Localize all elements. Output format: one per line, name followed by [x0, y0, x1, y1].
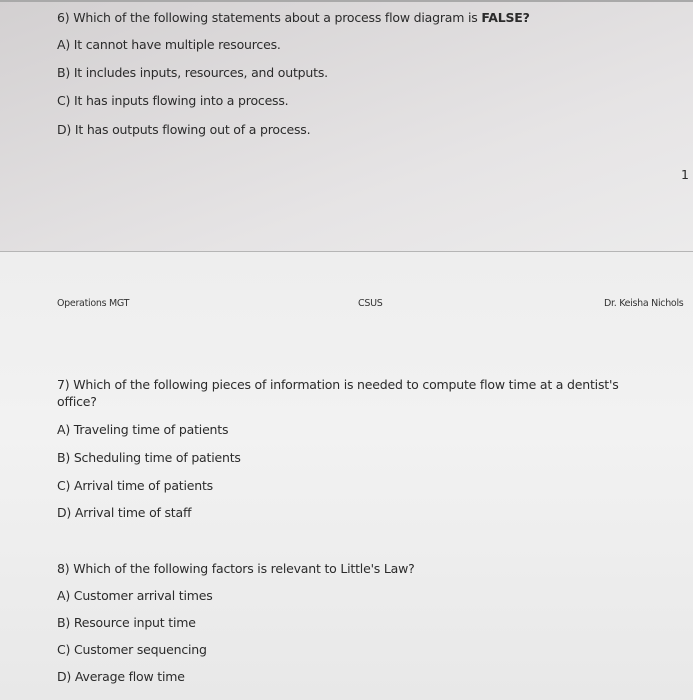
question-6-option-d: D) It has outputs flowing out of a process. [57, 122, 311, 137]
header-school: CSUS [358, 298, 383, 309]
question-7-option-c: C) Arrival time of patients [57, 478, 213, 493]
question-6-text [57, 10, 530, 25]
header-course: Operations MGT [57, 298, 130, 309]
page-2 [0, 252, 693, 700]
page-top-edge [0, 0, 693, 2]
question-8-option-d: D) Average flow time [57, 669, 185, 684]
header-instructor: Dr. Keisha Nichols [604, 298, 684, 309]
page-number: 1 [681, 167, 689, 182]
question-8-option-b: B) Resource input time [57, 615, 196, 630]
question-8-option-c: C) Customer sequencing [57, 642, 207, 657]
question-6-option-c: C) It has inputs flowing into a process. [57, 93, 289, 108]
question-8-option-a: A) Customer arrival times [57, 588, 213, 603]
question-7-text-line-2: office? [57, 394, 97, 409]
question-7-option-a: A) Traveling time of patients [57, 422, 229, 437]
question-6-emphasis: FALSE? [481, 10, 530, 25]
question-7-text-line-1: 7) Which of the following pieces of information is needed to compute flow time at a dentist's [57, 377, 619, 392]
question-6-option-a: A) It cannot have multiple resources. [57, 37, 281, 52]
question-7-option-b: B) Scheduling time of patients [57, 450, 241, 465]
question-8-text: 8) Which of the following factors is relevant to Little's Law? [57, 561, 415, 576]
question-6-prefix: 6) Which of the following statements about a process flow diagram is [57, 10, 482, 25]
question-6-option-b: B) It includes inputs, resources, and outputs. [57, 65, 328, 80]
question-7-option-d: D) Arrival time of staff [57, 505, 192, 520]
